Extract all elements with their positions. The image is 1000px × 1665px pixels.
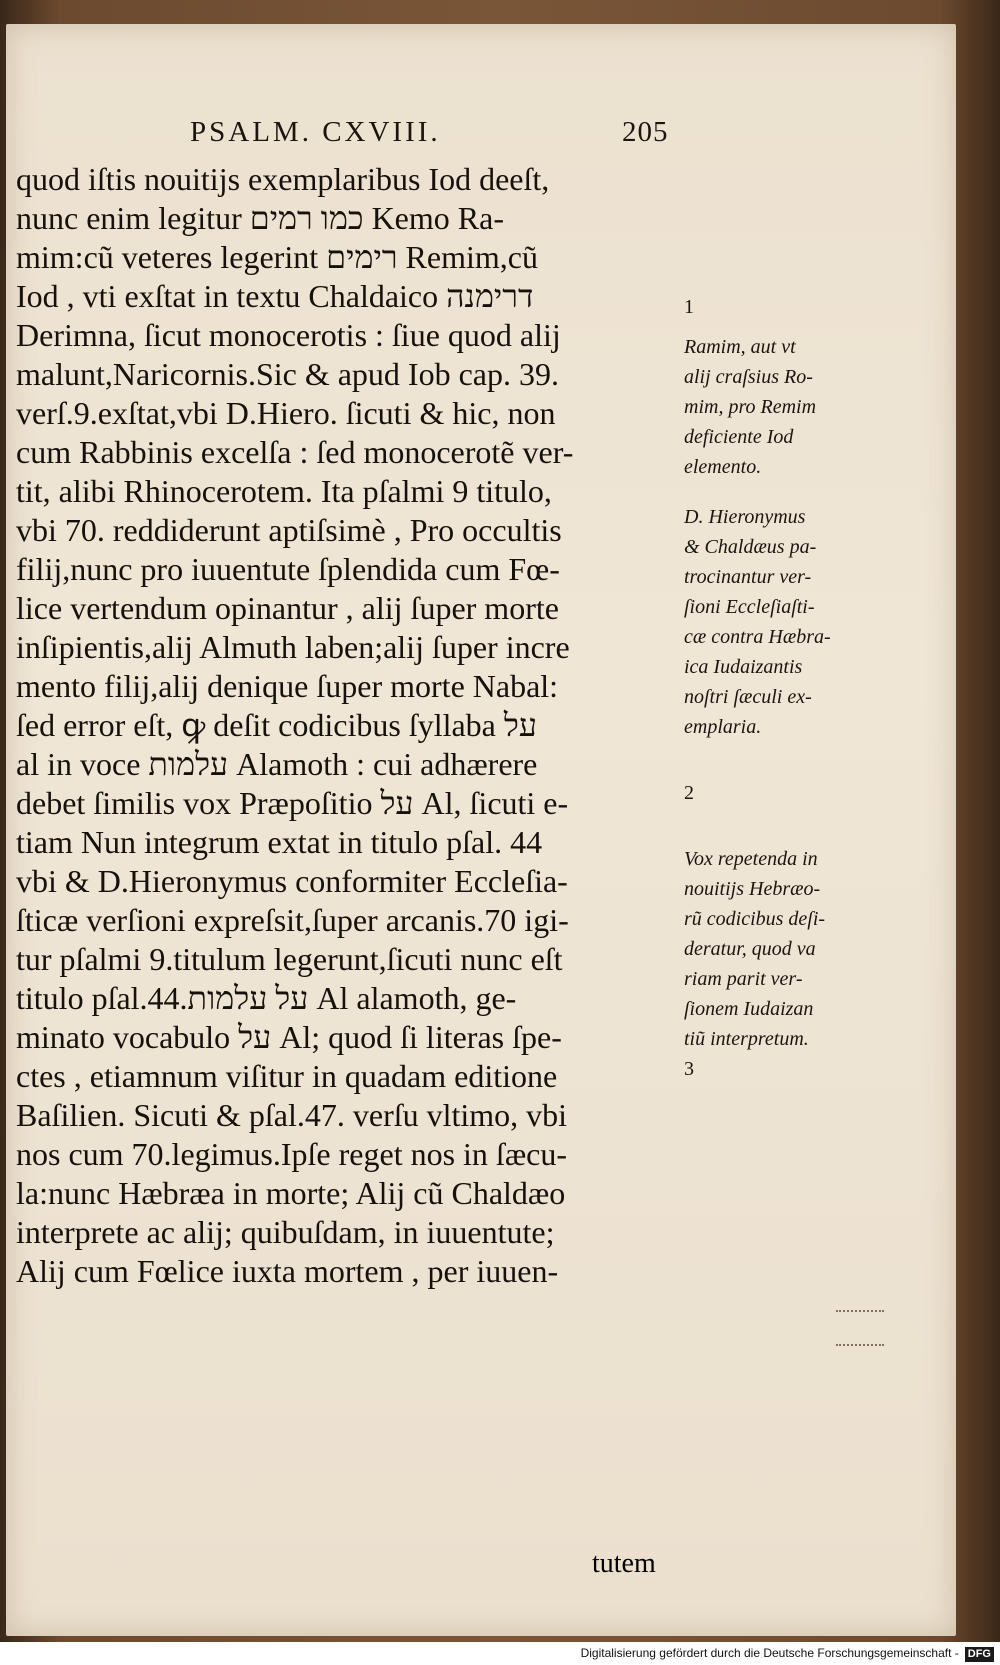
text-line: Alij cum Fœlice iuxta mortem , per iuuen- <box>16 1253 559 1289</box>
margin-note-line: nouitijs Hebræo- <box>684 878 821 900</box>
margin-note-line: emplaria. <box>684 716 762 738</box>
text-line: vbi & D.Hieronymus conformiter Eccleſia- <box>16 863 568 899</box>
margin-note-line: deratur, quod va <box>684 938 816 960</box>
margin-note-line: riam parit ver- <box>684 968 803 990</box>
text-line: ſticæ verſioni expreſsit,ſuper arcanis.70 igi- <box>16 902 569 938</box>
margin-note-line: deficiente Iod <box>684 426 794 448</box>
text-line: tiam Nun integrum extat in titulo pſal. 44 <box>16 824 543 860</box>
margin-note-line: noſtri ſæculi ex- <box>684 686 812 708</box>
text-line: tur pſalmi 9.titulum legerunt,ſicuti nunc eſt <box>16 941 563 977</box>
text-line: verſ.9.exſtat,vbi D.Hiero. ſicuti & hic, non <box>16 395 556 431</box>
margin-note-line: elemento. <box>684 456 762 478</box>
margin-note-line: cæ contra Hæbra- <box>684 626 831 648</box>
text-line: la:nunc Hæbræa in morte; Alij cũ Chaldæo <box>16 1175 566 1211</box>
text-line: titulo pſal.44.על עלמות Al alamoth, ge- <box>16 980 517 1016</box>
text-line: Derimna, ſicut monocerotis : ſiue quod alij <box>16 317 561 353</box>
text-line: Iod , vti exſtat in textu Chaldaico דרימנה <box>16 278 534 314</box>
margin-note-line: mim, pro Remim <box>684 396 817 418</box>
text-line: quod iſtis nouitijs exemplaribus Iod deeſt, <box>16 161 550 197</box>
margin-note-line: D. Hieronymus <box>684 506 806 528</box>
margin-note-number: 2 <box>684 782 694 804</box>
margin-note-line: Vox repetenda in <box>684 848 818 870</box>
text-line: malunt,Naricornis.Sic & apud Iob cap. 39. <box>16 356 559 392</box>
text-line: minato vocabulo על Al; quod ſi literas ſpe- <box>16 1019 562 1055</box>
margin-note-line: Ramim, aut vt <box>684 336 796 358</box>
text-line: al in voce עלמות Alamoth : cui adhærere <box>16 746 538 782</box>
text-line: cum Rabbinis excelſa : ſed monocerotẽ ver- <box>16 434 574 470</box>
text-line: interprete ac alij; quibuſdam, in iuuentute; <box>16 1214 555 1250</box>
page-number: 205 <box>622 116 669 148</box>
text-line: debet ſimilis vox Præpoſitio על Al, ſicuti e- <box>16 785 569 821</box>
text-line: ſed error eſt, ꝙ deſit codicibus ſyllaba על <box>16 707 537 743</box>
text-line: lice vertendum opinantur , alij ſuper morte <box>16 590 559 626</box>
text-line: mim:cũ veteres legerint רימים Remim,cũ <box>16 239 538 275</box>
marginal-notes <box>684 296 884 1084</box>
text-line: tit, alibi Rhinocerotem. Ita pſalmi 9 titulo, <box>16 473 552 509</box>
dfg-logo: DFG <box>965 1647 994 1662</box>
text-line: Baſilien. Sicuti & pſal.47. verſu vltimo, vbi <box>16 1097 568 1133</box>
margin-note-line: trocinantur ver- <box>684 566 812 588</box>
text-line: filij,nunc pro iuuentute ſplendida cum Fœ- <box>16 551 560 587</box>
text-line: nunc enim legitur כמו רמים Kemo Ra- <box>16 200 504 236</box>
text-line: ctes , etiamnum viſitur in quadam editione <box>16 1058 558 1094</box>
ornament-mark <box>836 1310 884 1346</box>
text-line: nos cum 70.legimus.Ipſe reget nos in ſæcu- <box>16 1136 568 1172</box>
main-text-block <box>16 160 676 1291</box>
text-line: inſipientis,alij Almuth laben;alij ſuper incre <box>16 629 570 665</box>
text-line: mento filij,alij denique ſuper morte Nabal: <box>16 668 559 704</box>
margin-note-line: ſionem Iudaizan <box>684 998 814 1020</box>
margin-note-line: ica Iudaizantis <box>684 656 803 678</box>
margin-note-number: 3 <box>684 1058 694 1080</box>
footer-text: Digitalisierung gefördert durch die Deutsche Forschungsgemeinschaft - <box>580 1646 959 1660</box>
margin-note-number: 1 <box>684 296 694 318</box>
margin-note-line: ſioni Eccleſiaſti- <box>684 596 815 618</box>
margin-note-line: alij craſsius Ro- <box>684 366 813 388</box>
margin-note-line: & Chaldæus pa- <box>684 536 817 558</box>
catchword: tutem <box>592 1548 656 1579</box>
text-line: vbi 70. reddiderunt aptiſsimè , Pro occultis <box>16 512 562 548</box>
margin-note-line: tiũ interpretum. <box>684 1028 809 1050</box>
footer-credit <box>0 1642 1000 1665</box>
running-head-title: PSALM. CXVIII. <box>190 116 441 148</box>
margin-note-line: rũ codicibus deſi- <box>684 908 826 930</box>
